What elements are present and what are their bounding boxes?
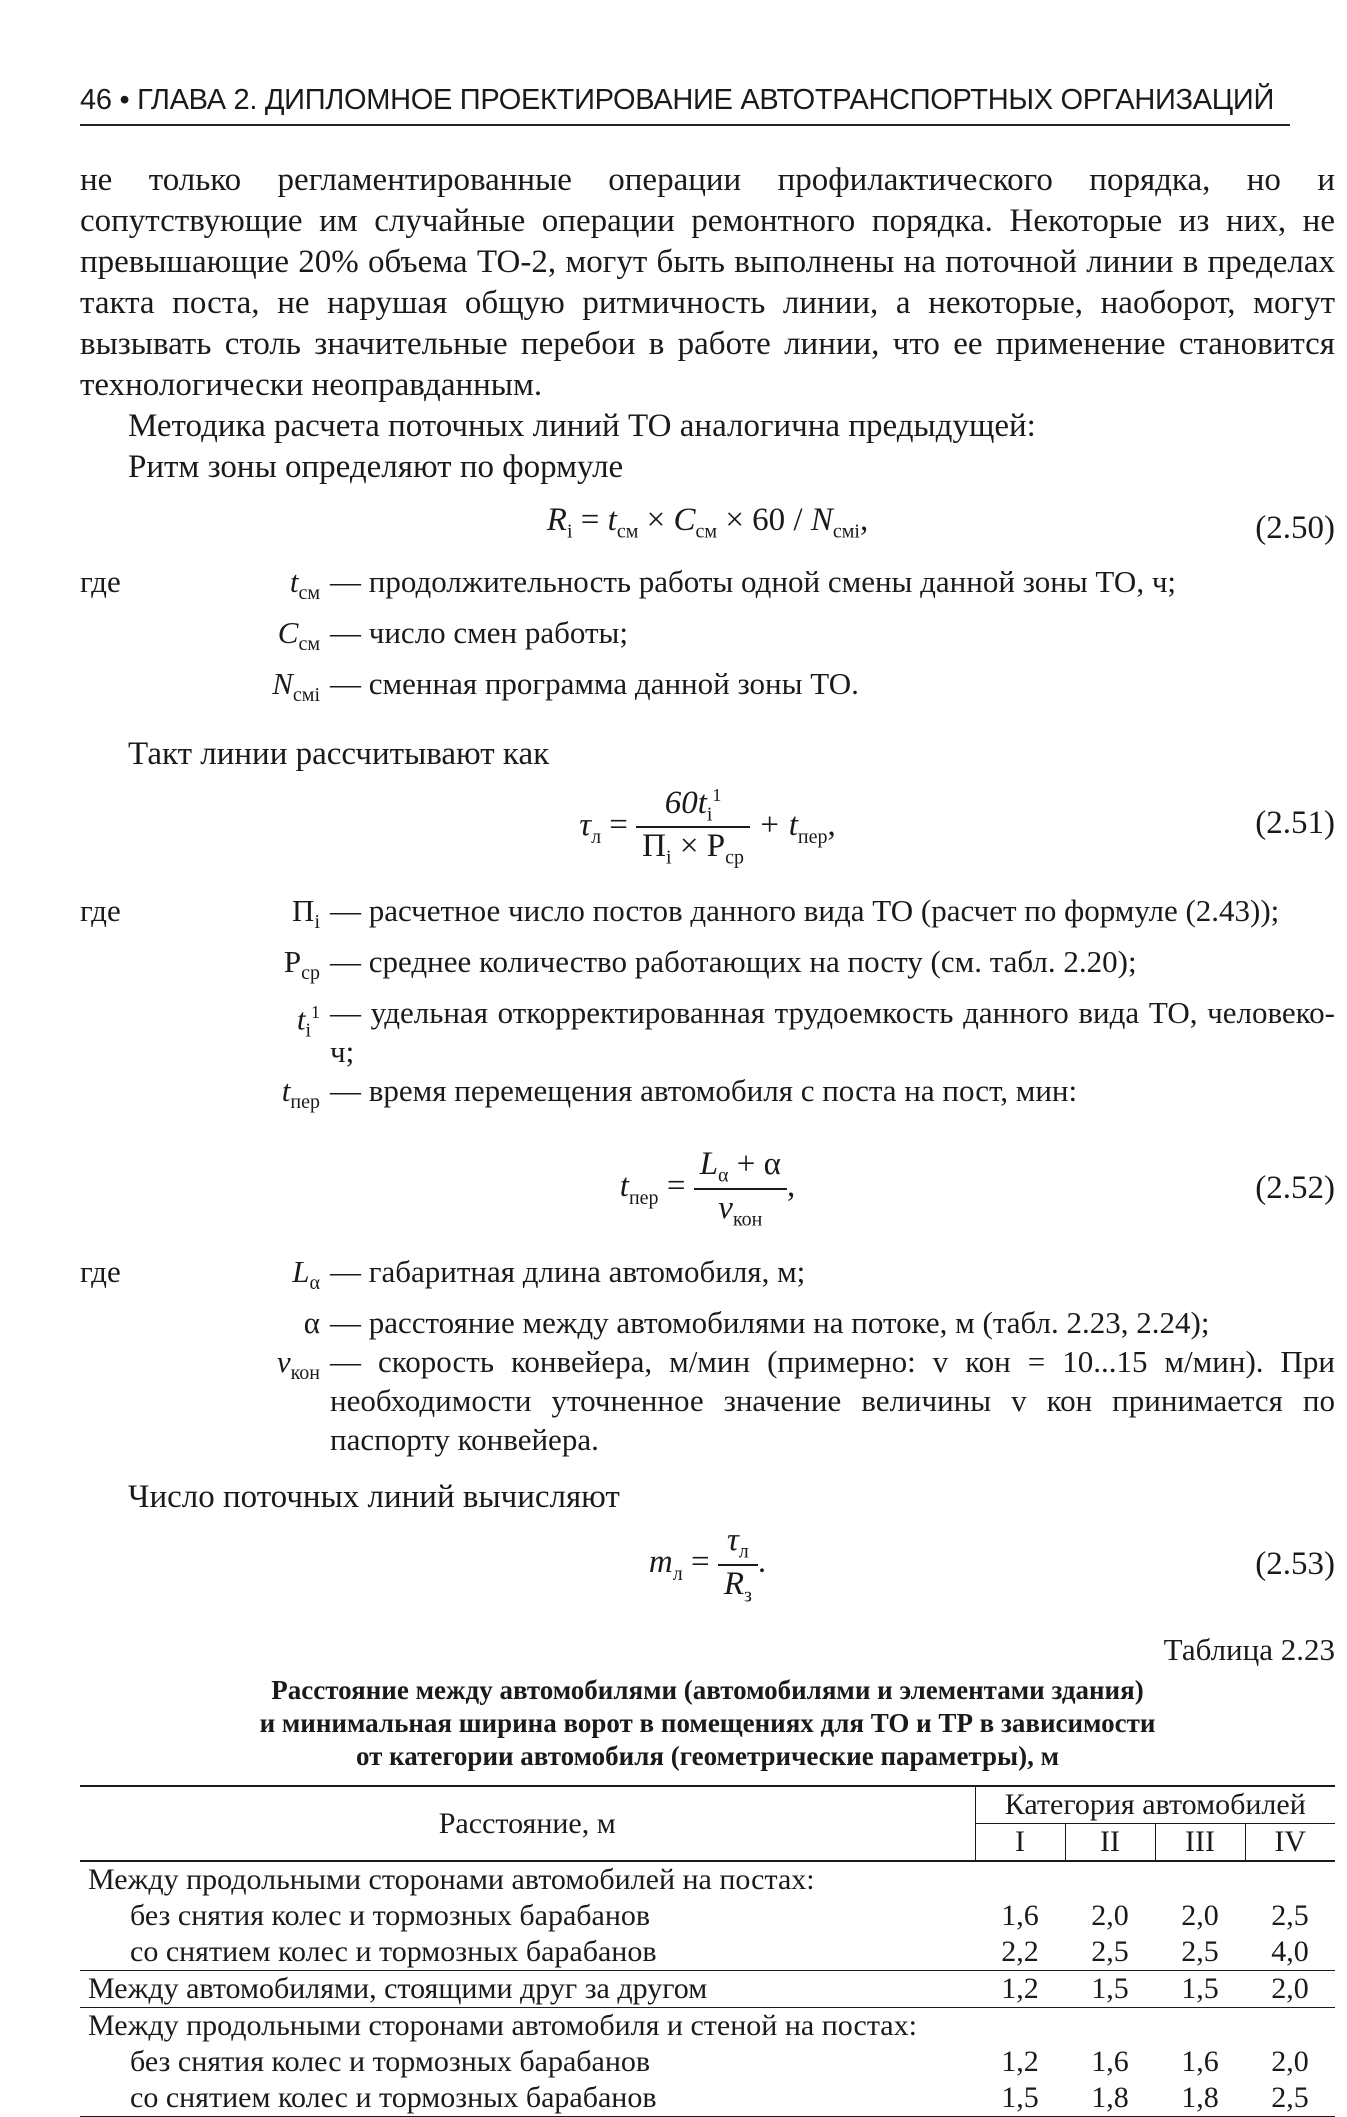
fraction-numerator — [718, 1522, 758, 1566]
formula-fraction — [718, 1522, 758, 1607]
where-symbol-letter: П — [292, 892, 315, 928]
formula-symbol: П — [642, 828, 667, 865]
formula-subscript: i — [566, 520, 573, 543]
formula-subscript: л — [591, 825, 602, 848]
page-number: 46 — [80, 84, 112, 116]
where-symbol-sub: i — [314, 910, 320, 933]
formula-symbol: 60t — [664, 784, 707, 821]
where-symbol-sub: см — [298, 633, 320, 656]
where-symbol — [190, 613, 330, 664]
formula-number: (2.51) — [1255, 804, 1335, 841]
where-symbol-sub: ср — [301, 961, 320, 984]
where-symbol-letter: t — [281, 1072, 291, 1108]
table-label: Таблица 2.23 — [1163, 1632, 1335, 1668]
cell-value: 1,2 — [1001, 2045, 1039, 2079]
formula-subscript: з — [743, 1584, 752, 1607]
cell-value: 1,2 — [975, 1971, 1065, 2008]
where-definition: — число смен работы; — [330, 615, 628, 651]
formula-symbol: τ — [726, 1522, 739, 1559]
where-label: где — [80, 564, 121, 599]
page-body — [80, 160, 1335, 2117]
formula-number: (2.52) — [1255, 1170, 1335, 1207]
table-row — [80, 1934, 1335, 1971]
formula-symbol: t — [619, 1168, 629, 1205]
table-group-row — [80, 2008, 1335, 2045]
cell-value: 2,5 — [1271, 1899, 1309, 1933]
where-symbol — [190, 1303, 330, 1342]
where-definition: — удельная откорректированная трудоемкость данного вида ТО, человеко-ч; — [330, 994, 1335, 1069]
paragraph-3: Ритм зоны определяют по формуле — [128, 449, 624, 485]
where-symbol — [190, 1071, 330, 1122]
table-row — [80, 1898, 1335, 1934]
formula-subscript: i — [706, 803, 713, 826]
where-symbol-sub: см — [298, 582, 320, 605]
cell-value: 2,5 — [1245, 2080, 1335, 2117]
where-symbol-sub: i — [305, 1019, 311, 1042]
formula-number: (2.50) — [1255, 510, 1335, 546]
table-row — [80, 2044, 1335, 2080]
table-row — [80, 2080, 1335, 2117]
fraction-denominator — [694, 1190, 787, 1232]
where-definition: — скорость конвейера, м/мин (примерно: v кон = 10...15 м/мин). При необходимости уточненное значение величины v кон принимается по паспорту конвейера. — [330, 1344, 1335, 1458]
where-block-2 — [80, 891, 1335, 1123]
where-symbol — [190, 1342, 330, 1459]
table-title — [80, 1674, 1335, 1773]
paragraph-4: Такт линии рассчитывают как — [128, 735, 550, 772]
where-definition: — время перемещения автомобиля с поста на пост, мин: — [330, 1072, 1078, 1108]
fraction-numerator — [636, 785, 750, 829]
formula-2-50 — [80, 496, 1335, 556]
formula-2-51 — [80, 775, 1335, 885]
fraction-denominator — [718, 1566, 758, 1608]
formula-operator: × — [671, 828, 707, 865]
formula-subscript: л — [738, 1540, 749, 1563]
where-definition: — габаритная длина автомобиля, м; — [330, 1254, 806, 1290]
formula-symbol: R — [546, 502, 567, 538]
row-label: со снятием колес и тормозных барабанов — [80, 1934, 975, 1971]
paragraph-5: Число поточных линий вычисляют — [128, 1479, 620, 1516]
formula-subscript: см — [695, 520, 718, 543]
cell-value: 1,8 — [1155, 2080, 1245, 2117]
column-header-cat-i: I — [975, 1824, 1065, 1862]
table-group-row — [80, 1861, 1335, 1898]
paragraph-2: Методика расчета поточных линий ТО аналогична предыдущей: — [128, 408, 1036, 444]
cell-value: 2,0 — [1245, 1971, 1335, 2008]
where-definition: — продолжительность работы одной смены данной зоны ТО, ч; — [330, 564, 1177, 599]
where-block-1 — [80, 562, 1335, 716]
where-symbol-letter: L — [292, 1254, 310, 1290]
formula-symbol: m — [648, 1544, 673, 1581]
cell-value: 1,5 — [975, 2080, 1065, 2117]
formula-subscript: л — [672, 1563, 683, 1586]
table-title-line: и минимальная ширина ворот в помещениях для ТО и ТР в зависимости — [259, 1708, 1156, 1739]
where-symbol — [190, 891, 330, 942]
where-symbol — [190, 664, 330, 715]
formula-subscript: α — [718, 1164, 729, 1187]
column-header-cat-iii: III — [1155, 1824, 1245, 1862]
formula-number: (2.53) — [1255, 1546, 1335, 1583]
paragraph-1: не только регламентированные операции профилактического порядка, но и сопутствующие им случайные операции ремонтного порядка. Некоторые из них, не превышающие 20% объема ТО-2, могут быть выполнены на поточной линии в пределах такта поста, не нарушая общую ритмичность линии, а некоторые, наоборот, могут вызывать столь значительные перебои в работе линии, что ее применение становится технологически неоправданным. — [80, 162, 1335, 403]
formula-operator: × 60 / — [717, 502, 811, 538]
where-symbol — [190, 993, 330, 1071]
row-label: без снятия колес и тормозных барабанов — [130, 2045, 651, 2079]
row-label: со снятием колес и тормозных барабанов — [80, 2080, 975, 2117]
column-header-cat-iv: IV — [1245, 1824, 1335, 1862]
cell-value: 2,2 — [975, 1934, 1065, 1971]
formula-symbol: τ — [579, 806, 592, 843]
where-symbol-sup: 1 — [311, 1001, 320, 1022]
formula-subscript: ср — [725, 846, 744, 869]
fraction-denominator — [636, 828, 750, 870]
cell-value: 2,0 — [1181, 1899, 1219, 1933]
formula-symbol: C — [673, 502, 696, 538]
where-symbol-letter: N — [272, 666, 293, 702]
formula-operator: = — [658, 1168, 694, 1205]
column-header-category: Категория автомобилей — [975, 1786, 1335, 1824]
where-definition: — среднее количество работающих на посту (см. табл. 2.20); — [330, 943, 1137, 979]
chapter-title: ГЛАВА 2. ДИПЛОМНОЕ ПРОЕКТИРОВАНИЕ АВТОТРАНСПОРТНЫХ ОРГАНИЗАЦИЙ — [137, 84, 1275, 116]
formula-subscript: пер — [628, 1186, 659, 1209]
column-header-distance: Расстояние, м — [80, 1786, 975, 1861]
where-symbol-sub: пер — [290, 1091, 320, 1114]
where-symbol-letter: α — [303, 1305, 320, 1341]
formula-operator: + α — [728, 1146, 781, 1183]
group-label: Между продольными сторонами автомобиля и стеной на постах: — [88, 2009, 917, 2043]
where-symbol-letter: Р — [283, 943, 302, 979]
formula-symbol: t — [607, 502, 617, 538]
cell-value: 1,6 — [1091, 2045, 1129, 2079]
cell-value: 1,5 — [1065, 1971, 1155, 2008]
where-definition: — сменная программа данной зоны ТО. — [330, 666, 859, 702]
header-bullet: • — [119, 84, 130, 116]
cell-value: 1,8 — [1065, 2080, 1155, 2117]
fraction-numerator — [694, 1146, 787, 1190]
cell-value: 1,6 — [1181, 2045, 1219, 2079]
where-block-3 — [80, 1252, 1335, 1459]
formula-subscript: i — [666, 846, 672, 869]
running-header — [80, 84, 1320, 117]
where-symbol-sub: смi — [292, 684, 320, 707]
where-symbol — [190, 942, 330, 993]
formula-operator: × — [638, 502, 674, 538]
formula-operator: = — [601, 806, 637, 843]
cell-value: 2,5 — [1155, 1934, 1245, 1971]
formula-fraction — [694, 1146, 787, 1231]
cell-value: 1,5 — [1155, 1971, 1245, 2008]
column-header-cat-ii: II — [1065, 1824, 1155, 1862]
where-definition: — расстояние между автомобилями на потоке, м (табл. 2.23, 2.24); — [330, 1305, 1210, 1341]
table-title-line: от категории автомобиля (геометрические параметры), м — [355, 1741, 1059, 1772]
where-symbol — [190, 1252, 330, 1303]
formula-fraction — [636, 785, 750, 870]
header-rule — [80, 124, 1290, 126]
row-label: Между автомобилями, стоящими друг за другом — [80, 1971, 975, 2008]
cell-value: 4,0 — [1245, 1934, 1335, 1971]
where-definition: — расчетное число постов данного вида ТО (расчет по формуле (2.43)); — [330, 892, 1280, 928]
where-symbol-letter: t — [296, 1001, 306, 1037]
group-label: Между продольными сторонами автомобилей на постах: — [88, 1863, 815, 1897]
table-row — [80, 1971, 1335, 2008]
where-symbol-letter: t — [289, 564, 299, 599]
cell-value: 2,0 — [1271, 2045, 1309, 2079]
where-label: где — [80, 892, 121, 928]
formula-punct: . — [757, 1544, 767, 1581]
formula-symbol: N — [810, 502, 833, 538]
formula-subscript: кон — [732, 1208, 763, 1231]
formula-2-52 — [80, 1140, 1335, 1246]
cell-value: 2,0 — [1091, 1899, 1129, 1933]
where-symbol-sub: кон — [290, 1362, 320, 1385]
formula-symbol: Р — [706, 828, 726, 865]
where-symbol-sub: α — [309, 1272, 320, 1295]
formula-punct: , — [859, 502, 869, 538]
cell-value: 1,6 — [1001, 1899, 1039, 1933]
formula-subscript: см — [616, 520, 639, 543]
data-table — [80, 1785, 1335, 2117]
row-label: без снятия колес и тормозных барабанов — [130, 1899, 651, 1933]
formula-symbol: R — [723, 1565, 744, 1602]
formula-symbol: L — [699, 1146, 719, 1183]
formula-punct: , — [786, 1168, 796, 1205]
where-symbol-letter: C — [277, 615, 299, 651]
formula-superscript: 1 — [712, 784, 722, 805]
formula-symbol: v — [718, 1189, 733, 1226]
where-label: где — [80, 1254, 121, 1290]
formula-operator: = — [682, 1544, 718, 1581]
formula-subscript: пер — [797, 825, 828, 848]
formula-operator: + t — [749, 806, 798, 843]
formula-subscript: смi — [832, 520, 860, 543]
formula-2-53 — [80, 1518, 1335, 1618]
where-symbol — [190, 562, 330, 613]
formula-punct: , — [827, 806, 836, 843]
formula-operator: = — [572, 502, 608, 538]
table-title-line: Расстояние между автомобилями (автомобилями и элементами здания) — [271, 1675, 1144, 1706]
cell-value: 2,5 — [1065, 1934, 1155, 1971]
where-symbol-letter: v — [276, 1344, 291, 1380]
